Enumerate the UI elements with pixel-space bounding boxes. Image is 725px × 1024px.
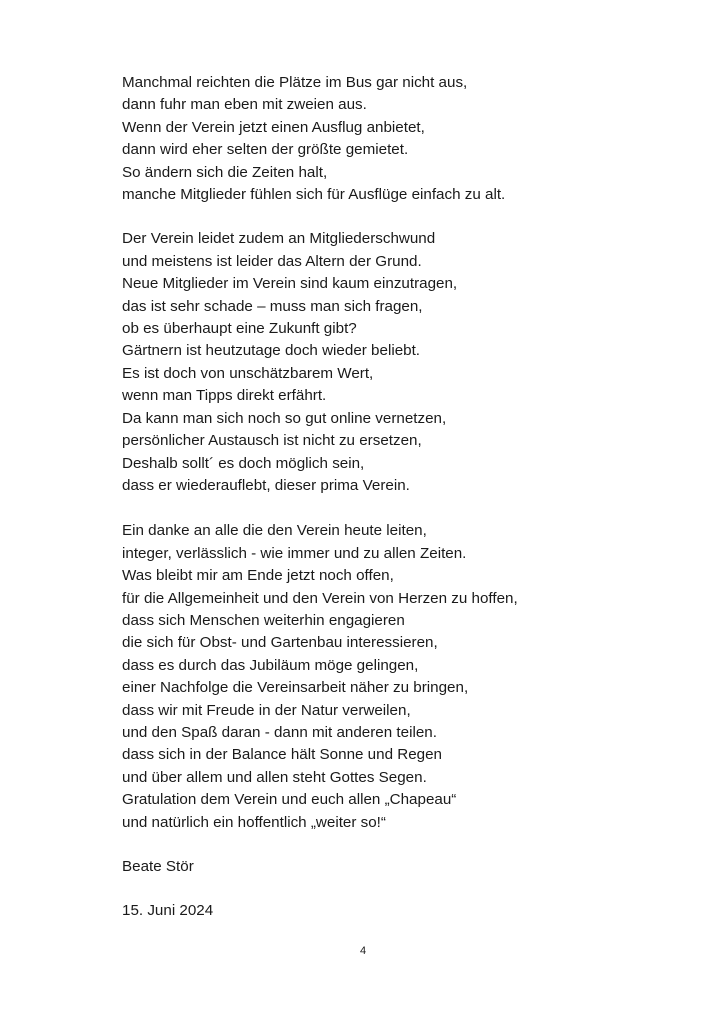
poem-line: persönlicher Austausch ist nicht zu ersetzen,: [122, 432, 422, 450]
poem-line: Gratulation dem Verein und euch allen „Chapeau“: [122, 791, 457, 809]
poem-line: dass wir mit Freude in der Natur verweilen,: [122, 701, 411, 719]
poem-line: das ist sehr schade – muss man sich fragen,: [122, 297, 423, 315]
poem-line: und den Spaß daran - dann mit anderen teilen.: [122, 723, 437, 741]
poem-line: Da kann man sich noch so gut online vernetzen,: [122, 409, 447, 427]
poem-line: Was bleibt mir am Ende jetzt noch offen,: [122, 567, 394, 585]
poem-line: die sich für Obst- und Gartenbau interessieren,: [122, 634, 438, 652]
poem-line: dass es durch das Jubiläum möge gelingen,: [122, 656, 419, 674]
poem-body: [122, 72, 682, 923]
poem-line: Wenn der Verein jetzt einen Ausflug anbietet,: [122, 118, 425, 136]
poem-line: manche Mitglieder fühlen sich für Ausflüge einfach zu alt.: [122, 186, 506, 204]
page-number: 4: [359, 945, 367, 957]
poem-line: dass sich Menschen weiterhin engagieren: [122, 611, 405, 629]
document-date: 15. Juni 2024: [122, 902, 214, 920]
stanza-spacer: [122, 497, 682, 520]
poem-line: und natürlich ein hoffentlich „weiter so!“: [122, 813, 386, 831]
poem-line: und über allem und allen steht Gottes Segen.: [122, 768, 427, 786]
stanza-3: [122, 520, 682, 834]
poem-line: und meistens ist leider das Altern der Grund.: [122, 252, 422, 270]
poem-line: So ändern sich die Zeiten halt,: [122, 163, 328, 181]
poem-line: dass sich in der Balance hält Sonne und Regen: [122, 746, 442, 764]
poem-line: einer Nachfolge die Vereinsarbeit näher zu bringen,: [122, 679, 469, 697]
author-signature: Beate Stör: [122, 858, 194, 875]
poem-line: für die Allgemeinheit und den Verein von Herzen zu hoffen,: [122, 589, 518, 607]
poem-line: wenn man Tipps direkt erfährt.: [122, 387, 327, 405]
poem-line: Deshalb sollt´ es doch möglich sein,: [122, 454, 365, 472]
poem-line: dass er wiederauflebt, dieser prima Verein.: [122, 476, 410, 494]
stanza-spacer: [122, 834, 682, 856]
poem-line: dann fuhr man eben mit zweien aus.: [122, 96, 367, 114]
poem-line: integer, verlässlich - wie immer und zu allen Zeiten.: [122, 544, 467, 562]
poem-line: dann wird eher selten der größte gemietet.: [122, 141, 409, 159]
poem-line: Neue Mitglieder im Verein sind kaum einzutragen,: [122, 275, 458, 293]
stanza-spacer: [122, 878, 682, 900]
stanza-spacer: [122, 206, 682, 228]
poem-line: Ein danke an alle die den Verein heute leiten,: [122, 522, 427, 540]
stanza-2: [122, 228, 682, 497]
poem-line: Es ist doch von unschätzbarem Wert,: [122, 364, 374, 382]
poem-line: Gärtnern ist heutzutage doch wieder beliebt.: [122, 342, 421, 360]
poem-line: Der Verein leidet zudem an Mitgliederschwund: [122, 230, 436, 248]
poem-line: Manchmal reichten die Plätze im Bus gar nicht aus,: [122, 74, 468, 91]
poem-line: ob es überhaupt eine Zukunft gibt?: [122, 320, 357, 338]
stanza-1: [122, 72, 682, 206]
